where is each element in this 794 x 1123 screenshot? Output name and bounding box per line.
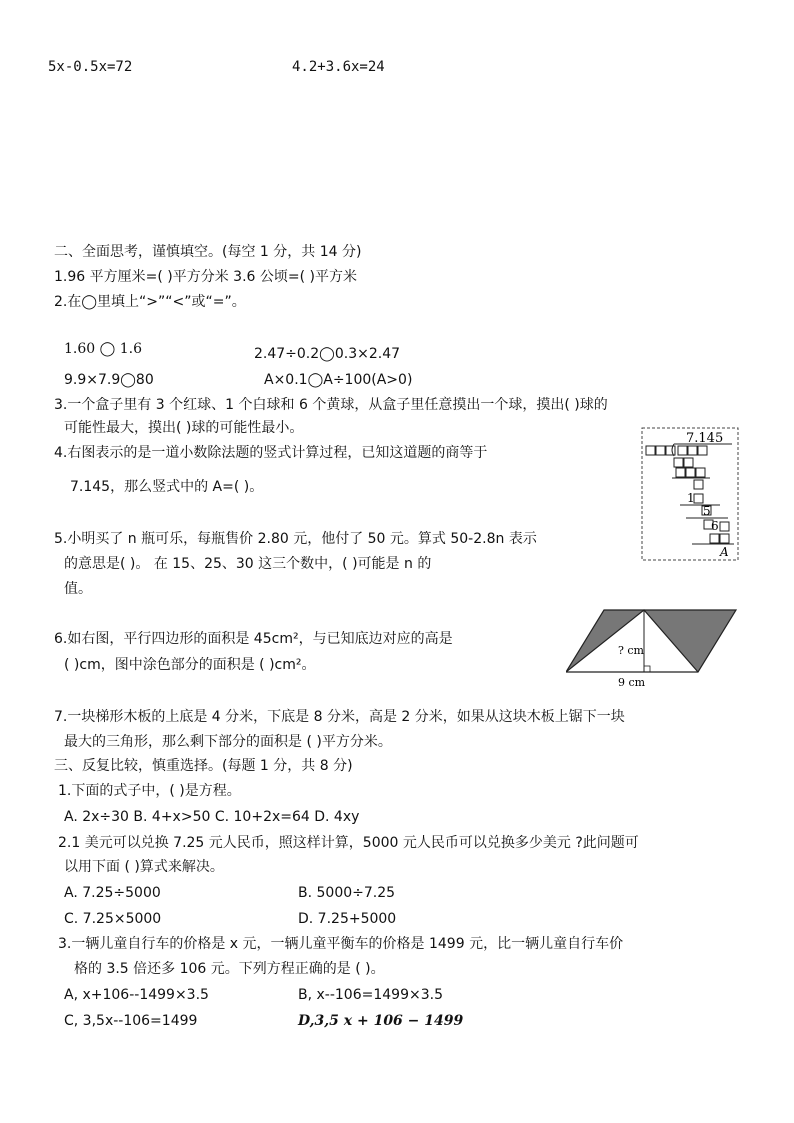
division-quotient: 7.145 — [686, 431, 724, 446]
q2-6-line1: 6.如右图，平行四边形的面积是 45cm²，与已知底边对应的高是 — [54, 631, 453, 647]
division-digit-6: 6 — [711, 519, 719, 533]
parallelogram-figure — [566, 606, 742, 690]
q2-7-line1: 7.一块梯形木板的上底是 4 分米，下底是 8 分米，高是 2 分米，如果从这块木板上锯下一块 — [54, 709, 625, 725]
q2-5-line3: 值。 — [64, 581, 92, 597]
q3-2-line1: 2.1 美元可以兑换 7.25 元人民币，照这样计算，5000 元人民币可以兑换多少美元 ?此问题可 — [58, 835, 639, 851]
q3-3-option-c: C, 3,5x--106=1499 — [64, 1013, 198, 1029]
q3-2-option-b: B. 5000÷7.25 — [298, 885, 396, 901]
q2-2-compare-a: 1.60 ◯ 1.6 — [64, 341, 143, 357]
q3-1: 1.下面的式子中，( )是方程。 — [58, 783, 241, 799]
q2-2: 2.在◯里填上“>”“<”或“=”。 — [54, 294, 246, 310]
long-division-figure — [640, 426, 740, 562]
q3-3-line2: 格的 3.5 倍还多 106 元。下列方程正确的是 ( )。 — [74, 961, 385, 977]
equation-2: 4.2+3.6x=24 — [292, 59, 385, 75]
q2-7-line2: 最大的三角形，那么剩下部分的面积是 ( )平方分米。 — [64, 734, 392, 750]
q3-3-option-a: A, x+106--1499×3.5 — [64, 987, 209, 1003]
section3-heading: 三、反复比较，慎重选择。(每题 1 分，共 8 分) — [54, 758, 353, 774]
q2-2-compare-b: 2.47÷0.2◯0.3×2.47 — [254, 346, 401, 362]
q2-4-line1: 4.右图表示的是一道小数除法题的竖式计算过程，已知这道题的商等于 — [54, 445, 488, 461]
q3-3-option-b: B, x--106=1499×3.5 — [298, 987, 443, 1003]
division-digit-5: 5 — [703, 504, 711, 518]
q2-2-compare-c: 9.9×7.9◯80 — [64, 372, 154, 388]
q3-2-option-c: C. 7.25×5000 — [64, 911, 162, 927]
q2-3-line2: 可能性最大，摸出( )球的可能性最小。 — [64, 420, 304, 436]
q3-1-options: A. 2x÷30 B. 4+x>50 C. 10+2x=64 D. 4xy — [64, 809, 360, 825]
division-remainder-A: A — [720, 545, 729, 559]
q3-3-line1: 3.一辆儿童自行车的价格是 x 元，一辆儿童平衡车的价格是 1499 元，比一辆儿童自行车价 — [58, 936, 624, 952]
q2-6-line2: ( )cm，图中涂色部分的面积是 ( )cm²。 — [64, 657, 316, 673]
q2-4-line2: 7.145，那么竖式中的 A=( )。 — [70, 479, 264, 495]
q2-5-line2: 的意思是( )。 在 15、25、30 这三个数中，( )可能是 n 的 — [64, 556, 432, 572]
section2-heading: 二、全面思考，谨慎填空。(每空 1 分，共 14 分) — [54, 244, 362, 260]
height-label: ? cm — [618, 644, 644, 657]
q3-2-option-d: D. 7.25+5000 — [298, 911, 397, 927]
division-digit-1: 1 — [687, 491, 695, 505]
q2-1: 1.96 平方厘米=( )平方分米 3.6 公顷=( )平方米 — [54, 269, 357, 285]
q2-3-line1: 3.一个盒子里有 3 个红球、1 个白球和 6 个黄球，从盒子里任意摸出一个球，摸出( )球的 — [54, 397, 608, 413]
q2-5-line1: 5.小明买了 n 瓶可乐，每瓶售价 2.80 元，他付了 50 元。算式 50-2.8n 表示 — [54, 531, 537, 547]
equation-1: 5x-0.5x=72 — [48, 59, 133, 75]
q3-3-option-d: D,3,5 x + 106 − 1499 — [298, 1013, 464, 1029]
base-label: 9 cm — [618, 676, 646, 689]
q3-2-option-a: A. 7.25÷5000 — [64, 885, 161, 901]
q2-2-compare-d: A×0.1◯A÷100(A>0) — [264, 372, 413, 388]
q3-2-line2: 以用下面 ( )算式来解决。 — [64, 859, 224, 875]
